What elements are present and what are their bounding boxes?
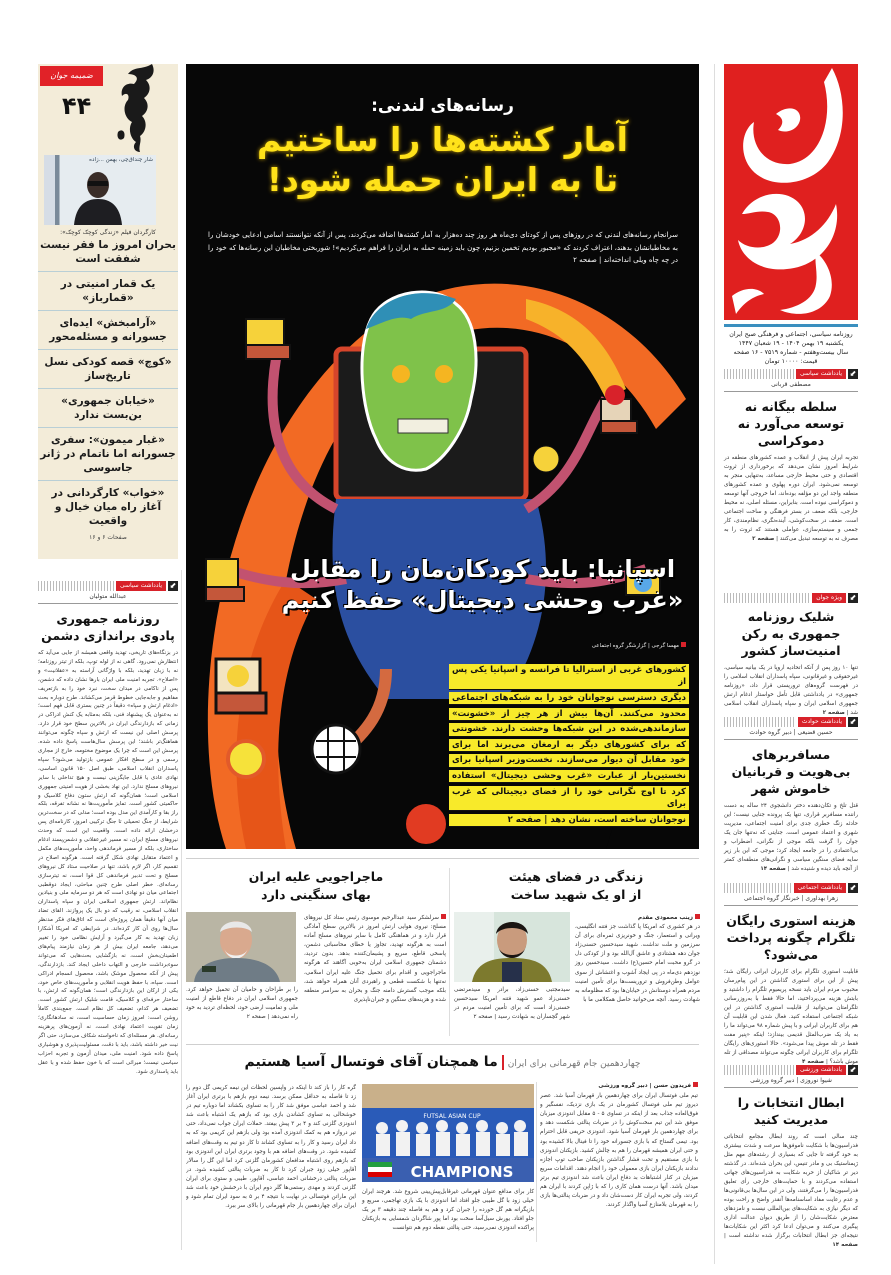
second-author: مهسا گرجی | گزارشگر گروه اجتماعی — [446, 642, 686, 649]
futsal-title: ما همچنان آقای فوتسال آسیا هستیم — [244, 1054, 498, 1070]
note-incidents — [724, 716, 858, 874]
main-pretitle: رسانه‌های لندنی: — [371, 96, 514, 116]
masthead-divider — [724, 324, 858, 327]
note-kicker — [724, 882, 858, 894]
note-tag: یادداشت سیاسی — [796, 369, 846, 379]
person-silhouette-icon — [72, 167, 124, 225]
martyr-headline[interactable]: زندگی در فضای هیئت از او یک شهید ساخت — [508, 869, 644, 902]
photo-caption-strip: شار چنداق‌چی، بهمن ...زاده — [89, 157, 153, 163]
main-lead: سرانجام رسانه‌های لندنی که در روزهای پس از کودتای دی‌ماه هر روز چند ده‌هزار به آمار کشته‌ها اضافه می‌کردند، پس از آنکه نتوانستند اسامی ادعایی خودشان را به مخاطبانشان بدهند، اعتراف کردند که «مجبور بودیم تخمین بزنیم، چون باید زمینه حمله به ایران را فراهم می‌کردیم»! شوربختی مخاطبان این رسانه‌ها که خود را در چه چاه ویلی انداخته‌اند | صفحه ۲ — [208, 231, 678, 264]
paper-description: روزنامه سیاسی، اجتماعی و فرهنگی صبح ایران — [729, 331, 853, 338]
note-headline[interactable]: ابطال انتخابات را مدیریت کنید — [737, 1095, 845, 1127]
note-kicker — [724, 368, 858, 380]
note-body: قابلیت استوری تلگرام برای کاربران ایرانی رایگان شد؛ پیش از این برای استوری گذاشتن در این پیام‌رسان محبوب مردم ایران باید نسخه پریمیوم تلگرام را داشتید و بابتش هزینه می‌پرداختید، اما حالا فقط با به‌روزرسانی تلگرامتان می‌توانید از قابلیت استوری گذاشتن در این شبکه اجتماعی استفاده کنید. فعال شدن این قابلیت آن هم برای کاربران ایرانی و با پیش شماره ۹۸ می‌تواند ما را به یاد یک ضرب‌المثل قدیمی بیندازد؛ اینکه «پنیر مفت فقط در تله موش پیدا می‌شود». حالا استوری‌های رایگان تلگرام برای کاربران ایرانی چگونه می‌تواند مصداقی از تله موش باشد؟ | صفحه ۴ — [724, 969, 858, 1065]
page-ref[interactable]: صفحه ۲ — [752, 536, 775, 542]
supplement-tag: ضمیمه جوان — [40, 66, 103, 86]
army-story-body: سرلشکر سید عبدالرحیم موسوی رئیس ستاد کل نیروهای مسلح: نیروی هوایی ارتش امروز در بالاترین سطح آمادگی قرار دارد و در هماهنگی کامل با سایر نیروهای مسلح آماده است به هرگونه تهدید، تجاوز یا خطای محاسباتی دشمن، پاسخی قاطع، سریع و پشیمان‌کننده بدهد. بدون تردید، دشمنان جمهوری اسلامی ایران به‌خوبی آگاهند که هرگونه ماجراجویی و اقدام برای تحمیل جنگ علیه ایران اسلامی، نه‌تنها با شکست قطعی و راهبردی آنان همراه خواهد شد، بلکه موجب گسترش دامنه جنگ و بحران به سراسر منطقه شده و هزینه‌های سنگین و جبران‌ناپذیری — [304, 915, 446, 1003]
section-divider — [186, 858, 699, 859]
martyr-portrait-icon — [454, 912, 570, 982]
note-tag: یادداشت حوادث — [798, 717, 846, 727]
martyr-story-body: زینب محمودی مقدم در هر کشوری که امریکا پا گذاشت جز فتنه انگلیسی، ویرانی و استعمار، جنگ و خونریزی ثمره‌ای برای آن سرزمین و ملت نداشت. شهید سیدحسین حسنی‌زاد جوان دهه هشتادی و عاشق آل‌الله بود و از کودکی دل در گرو محبت امام حسین(ع) داشت. سیدحسین روز نوزدهم دی‌ماه در پی ایجاد آشوب و اغتشاش از سوی عوامل وطن‌فروش و تروریست‌ها برای تأمین امنیت مردم همراه دوستانش در خیابان‌ها بود که مظلومانه به شهادت رسید. آنچه می‌خوانید حاصل همکلامی ما با — [575, 915, 700, 1003]
arrow-corner-icon: ⬋ — [849, 717, 857, 726]
stripe-decoration — [724, 1065, 794, 1075]
note-author: زهرا بهداوری | خبرنگار گروه اجتماعی — [724, 894, 858, 906]
bullet-icon — [693, 1082, 698, 1087]
note-sports — [724, 1064, 858, 1250]
futsal-author: فریدون حسن | دبیر گروه ورزشی — [540, 1082, 698, 1091]
stripe-decoration — [724, 369, 794, 379]
martyr-author: زینب محمودی مقدم — [575, 914, 700, 923]
army-story — [186, 868, 446, 904]
main-story-panel — [186, 64, 699, 849]
stripe-decoration — [724, 717, 796, 727]
note-headline[interactable]: سلطه بیگانه نه توسعه می‌آورد نه دموکراسی — [737, 399, 845, 448]
note-javan-special — [724, 592, 858, 718]
page-ref[interactable]: صفحه ۱۴ — [832, 1242, 858, 1248]
arrow-corner-icon: ⬋ — [849, 593, 857, 602]
futsal-champions-photo[interactable] — [362, 1084, 534, 1182]
festival-headline[interactable]: «غبار میمون»: سفری جسورانه اما ناتمام در ژانر جاسوسی — [38, 428, 178, 481]
column-divider — [714, 64, 715, 1264]
page-ref[interactable]: صفحه ۱۴ — [760, 866, 786, 872]
column-divider — [181, 570, 182, 1250]
column-divider — [449, 868, 450, 1036]
arrow-corner-icon: ⬋ — [849, 883, 857, 892]
note-headline[interactable]: شلیک روزنامه جمهوری به رکن امنیت‌ساز کشور — [741, 609, 841, 658]
note-body: تجربه ایران پیش از انقلاب و عمده کشورهای منطقه در شرایط امروز نشان می‌دهد که برخورداری از ثروت اقتصادی و حتی محیط خارجی مساعد، به‌تنهایی منجر به توسعه نمی‌شود. ایران دوره پهلوی و عمده کشورهای منطقه واجد این دو مؤلفه بوده‌اند، اما خروجی آنها توسعه و دموکراسی نبوده است. بنابراین، مسئله اصلی، نه محیط خارجی، بلکه ضعف در بستر فرهنگی و ساخت اجتماعی است. ضعف در سخت‌کوشی، آینده‌نگری، نظام‌مندی، کار جمعی و سیستم‌سازی، عواملی هستند که ثروت را به مصرف نه به توسعه تبدیل می‌کنند | صفحه ۲ — [724, 455, 858, 542]
martyr-photo[interactable] — [454, 912, 570, 982]
note-body: چند سالی است که روند ابطال مجامع انتخاباتی فدراسیون‌ها با شکایت ناموفق‌ها سرعت و شدت بیشتری به خود گرفته تا جایی که بسیاری از رشته‌های مهم مثل ژیمناستیک بی و مادر تنیس، این بحران شده‌اند. در گذشته دیر تر شاکیان از حربه شکایت به فدراسیون‌های جهانی استفاده می‌کردند و با حمایت‌های خارجی رأی تعلیق فدراسیون‌ها را می‌گرفتند، ولی در این سال‌ها بی‌قانونی‌ها و عدم رعایت مفاد اساسنامه‌ها آنقدر واضح و راحت بوده که دیگر نیازی به شکایت‌های بین‌المللی نیست و نامزدهای معترض شکایت‌شان را از طریق دیوان عدالت اداری پیگیری می‌کنند و می‌توان ادعا کرد اکثر این شکایات‌ها نتیجه‌ای جز ابطال انتخابات برگزار شده نداشته است | صفحه ۱۴ — [724, 1134, 858, 1248]
champions-celebration-icon — [362, 1084, 534, 1182]
second-story-body: کشورهای غربی از استرالیا تا فرانسه و اسپانیا یکی پس از دیگری دسترسی نوجوانان خود را به شبکه‌های اجتماعی محدود می‌کنند. آن‌ها بیش از هر چیز از «خشونت» سازماندهی‌شده در این شبکه‌ها وحشت دارند. خشونتی که برای کشورهای دیگر به ارمغان می‌برند اما برای خود مقابل آن دیوار می‌سازند. نخست‌وزیر اسپانیا برای نخستین‌بار از عبارت «غرب وحشی دیجیتال» استفاده کرد تا اوج نگرانی خود را از فضای دیجیتالی که غرب برای نوجوانان ساخته است، نشان دهد | صفحه ۲ — [449, 664, 689, 829]
section-divider — [186, 1044, 699, 1045]
martyr-photo-caption: سیدمجتبی حسنی‌زاد، برادر و سیدمرتضی حسنی‌زاد عمو شهید فتنه امریکا سیدحسین حسنی‌زاد است که برای تأمین امنیت مردم در شهر گچساران به شهادت رسید | صفحه ۲ — [454, 987, 570, 1021]
arrow-corner-icon: ⬋ — [169, 581, 177, 590]
note-author: حسین قضیعی | دبیر گروه حوادث — [724, 728, 858, 740]
masthead-info — [724, 330, 858, 366]
price: قیمت: ۱۰۰۰۰ تومان — [764, 358, 818, 365]
arrow-corner-icon: ⬋ — [849, 1065, 857, 1074]
commander-portrait-icon — [186, 912, 296, 982]
title-separator — [502, 1055, 504, 1070]
futsal-column-middle: کار برای مدافع عنوان قهرمانی غیرقابل‌پیش‌بینی شروع شد. هرچند ایران خیلی زود با گل طیبی جلو افتاد اما اندونزی با یک بازی تهاجمی، سریع و بازیگرانه هم گل خورده را جبران کرد و هم به فاصله چند دقیقه ۳ بر یک جلو افتاد. یورش سیل‌آسا سخت بود اما پور شاگردان شمسایی به بازیکنان پراکنده اندونزی نمی‌رسید، حتی پنالتی نقطه دوم هم نتوانست — [362, 1189, 534, 1232]
note-author: مصطفی قربانی — [724, 380, 858, 392]
note-author: عبدالله متولیان — [38, 592, 178, 604]
simorgh-emblem-icon — [112, 62, 158, 154]
martyr-story — [452, 868, 700, 904]
second-headline[interactable]: اسپانیا: باید کودکان‌مان را مقابل «غرب وحشی دیجیتال» حفظ کنیم — [281, 555, 684, 614]
main-headline[interactable]: آمار کشته‌ها را ساختیم تا به ایران حمله شود! — [257, 120, 628, 199]
commander-photo[interactable] — [186, 912, 296, 982]
note-body: قتل تلخ و تکان‌دهنده دختر دانشجوی ۲۴ ساله به دست راننده مسافربر قراری، تنها یک پرونده جنایی نیست؛ این حادثه زنگ خطری جدی برای امنیت اجتماعی، مدیریت شهری و اعتماد عمومی است. جنایتی که نه‌تنها جان یک جوان را گرفت بلکه موجی از نگرانی، اضطراب و بی‌اعتمادی را در جامعه ایجاد کرد؛ موجی که این بار زیر سایه فضای سنگین سیاسی و نگرانی‌های منطقه‌ای کمتر از آنچه باید دیده و شنیده شد | صفحه ۱۴ — [724, 803, 859, 872]
note-political-left — [38, 580, 178, 1232]
futsal-pretitle: چهاردهمین جام قهرمانی برای ایران — [507, 1059, 641, 1069]
note-tag: ویژه جوان — [812, 593, 846, 603]
note-tag: یادداشت ورزشی — [796, 1065, 846, 1075]
note-social — [724, 882, 858, 1067]
javan-logo-icon — [724, 64, 858, 320]
masthead-logo — [724, 64, 858, 320]
festival-headline[interactable]: بحران امروز ما فقر نیست شفقت است — [38, 238, 178, 272]
note-kicker — [724, 1064, 858, 1076]
note-political — [724, 368, 858, 544]
svg-text:CHAMPIONS: CHAMPIONS — [410, 1163, 514, 1181]
note-headline[interactable]: روزنامه جمهوری پادوی براندازی دشمن — [41, 611, 175, 643]
headline-kicker: کارگردان فیلم «زندگی کوچک کوچک»: — [60, 229, 156, 236]
note-author: شیوا نوروزی | دبیر گروه ورزشی — [724, 1076, 858, 1088]
page-ref[interactable]: صفحات ۶ و ۱۶ — [89, 534, 127, 541]
stripe-decoration — [38, 581, 114, 591]
note-tag: یادداشت اجتماعی — [794, 883, 846, 893]
arrow-corner-icon: ⬋ — [849, 369, 857, 378]
note-kicker — [38, 580, 178, 592]
futsal-column-left: گره کار را باز کند تا اینکه در واپسین لحظات این نیمه کریمی گل دوم را زد تا فاصله به حداقل ممکن برسد. نیمه دوم بازهم با برتری ایران آغاز شد و احمد عباسی موفق شد کار را به تساوی بکشاند اما دوباره تیم در خوشحالی به تساوی کشاندن بازی بود که بازهم یک اشتباه باعث شد اندونزی گلزنی کند و ۴ بر ۳ پیش بیفتد. حملات ایران جواب نمی‌داد، حتی تیر دروازه هم به کمک اندونزی آمده بود ولی بازهم این کریمی بود که به داد ایران رسید و کار را به تساوی کشاند تا کار دو تیم به وقت‌های اضافه کشیده شود. در وقت‌های اضافه هم با وجود برتری ایران این اندونزی بود که بازهم روی اشتباه مدافعان کشورمان گلزنی کرد اما این گل را سالار آقاپور خیلی زود جبران کرد تا کار به ضربات پنالتی کشیده شود. در ضربات پنالتی درخشانی احمد عباسی، آقاپور، طیبی و ستوی برای ایران گلزنی کردند و مهدی رستمی‌ها گلر دوم ایران با درخشش خود باعث شد این ماراتن فوتسالی در نهایت با نتیجه ۴ بر ۵ به سود ایران تمام شود و ایران برای چهاردهمین بار جام قهرمانی را بالای سر ببرد. — [186, 1085, 356, 1210]
column-divider — [536, 1082, 537, 1242]
svg-text:FUTSAL ASIAN CUP: FUTSAL ASIAN CUP — [423, 1113, 481, 1120]
bullet-icon — [681, 642, 686, 647]
note-body: در بزنگاه‌های تاریخی، تهدید واقعی همیشه از جایی می‌آید که انتظارش نمی‌رود. گاهی نه از لوله توپ، بلکه از تیتر روزنامه؛ نه با زبان تهدید، بلکه با واژگانی آراسته به «عقلانیت» و «اصلاح». تجربه امنیت ملی ایران بارها نشان داده که دشمن، پس از ناکامی در میدان سخت، نبرد خود را به بازتعریف مفاهیم و جابه‌جایی خطوط قرمز می‌کشاند. طرح دوباره بحث «ادغام ارتش و سپاه» دقیقاً در چنین بستری قابل فهم است؛ نه به‌عنوان یک پیشنهاد فنی، بلکه به‌مثابه یک کنش ادراکی در زمانی که بازدارندگی ایران در بالاترین سطح خود قرار دارد. پرسش اصلی این نیست که ارتش و سپاه چگونه می‌توانند هماهنگ‌تر باشند؛ این پرسش سال‌هاست پاسخ داده شده. پرسش این است که چرا یک موضوع مختومه، خارج از مجاری رسمی و در سطح افکار عمومی بازتولید می‌شود؟ سپاه پاسداران انقلاب اسلامی، طبق اصل ۱۵۰ قانون اساسی، نهادی عادی یا قابل جایگزینی نیست و هیچ تداخلی با سایر نیروهای مسلح ندارد. این نهاد بخشی از هویت امنیتی جمهوری اسلامی است؛ همان‌گونه که ارتش ستون دفاع کلاسیک و حاکمیتی کشور است. تمایز مأموریت‌ها نه نشانه تفرقه، بلکه راز بقا و کارآمدی این مدل بوده است؛ مدلی که در سخت‌ترین شرایط، از جنگ تحمیلی تا جنگ ترکیبی امروز، کارنامه‌ای پس درخشان ارائه داده است. واقعیت این است که وحدت نیروهای مسلح ایران، نه مسیر غیرعقلانی و دشمن‌پسند ادغام ساختاری، بلکه از مسیر فرماندهی واحد، مأموریت‌های مکمل و اعتماد متقابل نهادی شکل گرفته است. هرگونه اصلاح در تقسیم کار، اگر لازم باشد، تنها در صلاحیت ستاد کل نیروهای مسلح و تحت تدبیر فرماندهی کل قوا است، نه تیترسازی رسانه‌ای. خطر اصلی طرح چنین مباحثی، ایجاد دوقطبی اجتماعی میان دو نهادی است که هر دو سرمایه ملی و بنیادین نظام‌اند. ارتش جمهوری اسلامی ایران و سپاه پاسداران انقلاب اسلامی، نه رقیب که دو بال یک پرواز‌ند. القای تضاد میان آنها دقیقاً همان پروژه‌ای است که اتاق‌های فکر مدنظر سال‌ها روی آن کار کرده‌اند. در شرایطی که امریکا آشکارا زبان تهدید به کار می‌گیرد و آرایش نظامی خود را تغییر می‌دهد، جامعه ایران بیش از هر زمان نیازمند پیام‌های اطمینان‌بخش است، نه بازگشایی بحث‌هایی که می‌تواند سوءبرداشت خارجی و التهاب داخلی ایجاد کند. بازدارندگی، پیش از آنکه محصول موشک باشد، محصول انسجام ادراکی است. سپاه، با حفظ هویت انقلابی و مأموریت‌های خاص خود، یکی از ارکان این بازدارندگی است؛ همان‌گونه که ارتش، با ساختار حرفه‌ای و کلاسیک، قامت شلیک ارتش کشور است. تضعیف هر کدام، تضعیف کل نظام است. جمع‌بندی کاملاً روشن است: امروز زمان حساسیت است، نه سادهانگاری؛ زمان تقویت اعتماد نهادی است، نه آزمون‌های پرهزینه رسانه‌ای. هر مسئله‌ای که ناخواسته شکاف می‌سازد، حتی اگر نیت خیر داشته باشد، باید با دقت، مسئولیت‌پذیری و هوشیاری پاسخ داده شود. امنیت ملی، میدان آزمون و تجربه احزاب سیاسی نیست؛ میراثی است که با خون حفظ شده و با عقل باید پاسداری شود. — [38, 650, 178, 1075]
festival-headline[interactable]: «خواب» کارگردانی در آغاز راه میان خیال و واقعیت — [51, 487, 165, 527]
note-headline[interactable]: هزینه استوری رایگان تلگرام چگونه پرداخت می‌شود؟ — [726, 913, 856, 962]
futsal-column-right: فریدون حسن | دبیر گروه ورزشی تیم ملی فوتسال ایران برای چهاردهمین بار قهرمان آسیا شد. عصر دیروز تیم ملی فوتسال کشورمان در یک بازی نزدیک، نفسگیر و فوق‌العاده جذاب بعد از اینکه در تساوی ۵ - ۵ مقابل اندونزی میزبان موفق شد این تیم سخت‌کوش را در ضربات پنالتی شکست دهد و برای چهاردهمین بار قهرمان آسیا شود. اندونزی حریفی قابل احترام بود. تیمی گستاخ که با بازی جسورانه خود را تا فینال بالا کشیده بود و حتی ایران همیشه قهرمان را هم به چالش کشید. بازیکنان اندونزی با بازی مستقیم و تحت فشار گذاشتن بازیکنان صاحب توپ اجازه ندادند بازیکنان ایران بازی معمولی خود را انجام دهند. اقدامات سریع میزبان در کنار اشتباهات بد دفاع ایران باعث شد اندونزی تیم برتر میدان باشد. آنها درست همان کاری را که با ژاپن کردند با ایران هم کردند، ولی تجربه ایران کار دست‌شان داد و در ضربات پنالتی‌ها بازی را به قهرمان بلامنازع آسیا واگذار کردند. — [540, 1083, 698, 1209]
festival-headline[interactable]: یک قمار امنیتی در «قمارباز» — [38, 272, 178, 311]
note-tag: یادداشت سیاسی — [116, 581, 166, 591]
note-body: تنها ۱۰ روز پس از آنکه اتحادیه اروپا در یک بیانیه سیاسی، غیرحقوقی و غیرقانونی، سپاه پاسداران انقلاب اسلامی را در فهرست گروه‌های تروریستی قرار داد، «روزنامه جمهوری» در یادداشتی قابل تأمل خواستار ادغام ارتش جمهوری اسلامی ایران و سپاه پاسداران انقلاب اسلامی شد | صفحه ۲ — [724, 665, 858, 716]
army-headline[interactable]: ماجراجویی علیه ایران بهای سنگینی دارد — [248, 869, 384, 902]
festival-headline[interactable]: «کوچ» قصه کودکی نسل تاریخ‌ساز — [38, 350, 178, 389]
bullet-icon — [695, 914, 700, 919]
director-photo[interactable] — [44, 155, 156, 225]
festival-number: ۴۴ — [62, 92, 92, 120]
issue-number: سال بیست‌وهفتم - شماره ۷۵۱۹ - ۱۶ صفحه — [733, 349, 849, 356]
festival-headlines — [38, 228, 178, 543]
festival-headline[interactable]: «خیابان جمهوری» بن‌بست ندارد — [38, 389, 178, 428]
stripe-decoration — [724, 593, 810, 603]
page-ref[interactable]: صفحه ۲ — [822, 710, 845, 716]
issue-date: یکشنبه ۱۹ بهمن ۱۴۰۴ - ۱۹ شعبان ۱۴۴۷ — [738, 340, 844, 347]
page-ref[interactable]: صفحه ۴ — [801, 1059, 825, 1065]
bullet-icon — [441, 914, 446, 919]
note-kicker — [724, 592, 858, 604]
army-story-body-continued: را بر طراحان و حامیان آن تحمیل خواهد کرد. جمهوری اسلامی ایران در دفاع قاطع از امنیت ملی و تمامیت ارضی خود، لحظه‌ای تردید به خود راه نمی‌دهد | صفحه ۲ — [186, 987, 298, 1021]
note-kicker — [724, 716, 858, 728]
note-headline[interactable]: مسافربرهای بی‌هویت و قربانیان خاموش شهر — [731, 747, 851, 796]
futsal-headline[interactable] — [186, 1052, 699, 1074]
festival-headline[interactable]: «آرامبخش» ایده‌ای جسورانه و مسئله‌محور — [38, 311, 178, 350]
stripe-decoration — [724, 883, 792, 893]
